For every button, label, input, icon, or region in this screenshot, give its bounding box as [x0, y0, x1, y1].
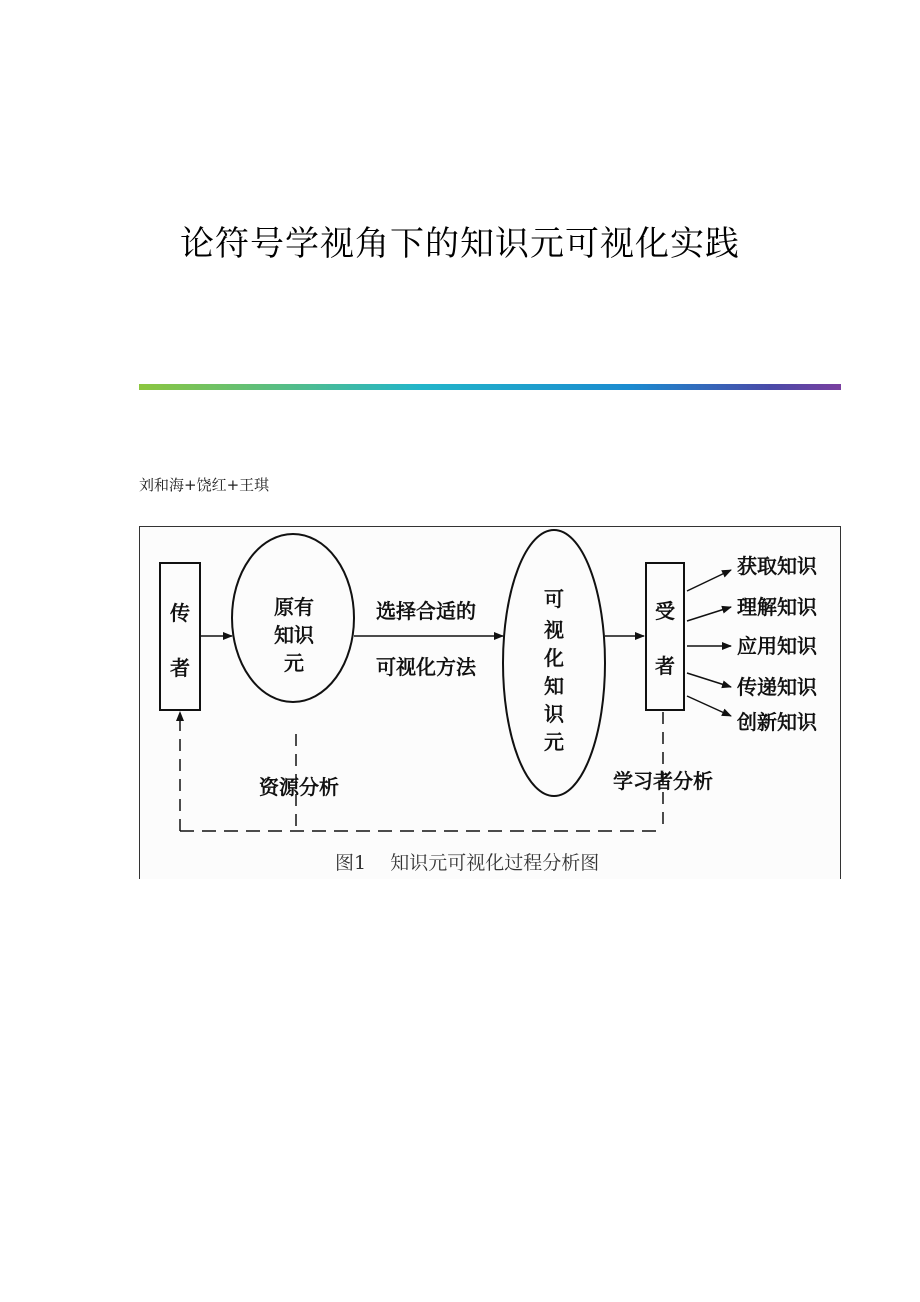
sender-char-2: 者 [170, 656, 190, 680]
output-label-4: 传递知识 [737, 675, 817, 699]
output-label-5: 创新知识 [737, 710, 817, 734]
resource-analysis-label: 资源分析 [259, 775, 339, 799]
output-label-3: 应用知识 [737, 634, 817, 658]
original-label-3: 元 [284, 651, 304, 675]
process-diagram [139, 526, 841, 879]
visual-label-3: 化 [544, 646, 564, 670]
process-figure [139, 526, 841, 879]
figure-caption: 图1 知识元可视化过程分析图 [335, 852, 600, 874]
receiver-char-2: 者 [655, 654, 675, 678]
document-title: 论符号学视角下的知识元可视化实践 [180, 224, 740, 264]
visual-label-2: 视 [544, 618, 564, 642]
title-divider [139, 384, 841, 390]
visual-label-5: 识 [544, 702, 564, 726]
visual-label-4: 知 [544, 674, 564, 698]
output-label-2: 理解知识 [737, 595, 817, 619]
original-label-2: 知识 [274, 623, 314, 647]
original-label-1: 原有 [274, 595, 314, 619]
method-label-1: 选择合适的 [376, 599, 476, 623]
visual-label-1: 可 [544, 587, 564, 611]
method-label-2: 可视化方法 [376, 655, 476, 679]
visual-label-6: 元 [544, 730, 564, 754]
receiver-char-1: 受 [655, 599, 675, 623]
learner-analysis-label: 学习者分析 [613, 769, 713, 793]
document-authors: 刘和海+饶红+王琪 [139, 476, 270, 494]
sender-char-1: 传 [170, 601, 190, 625]
output-label-1: 获取知识 [737, 554, 817, 578]
